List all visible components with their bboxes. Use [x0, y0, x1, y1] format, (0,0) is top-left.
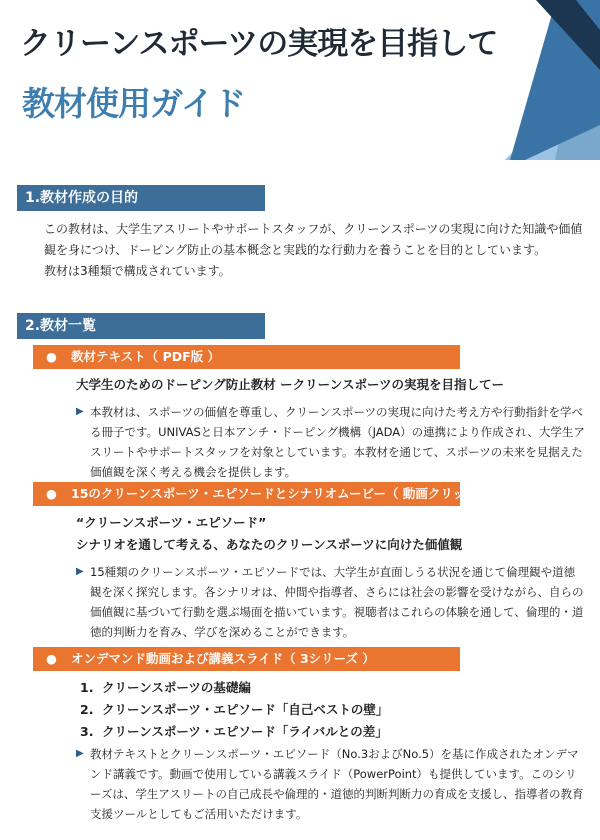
- purpose-paragraph: この教材は、大学生アスリートやサポートスタッフが、クリーンスポーツの実現に向けた知識や価値観を身につけ、ドーピング防止の基本概念と実践的な行動力を養うことを目的としています。: [44, 222, 583, 257]
- section-heading-list: 2.教材一覧: [17, 313, 265, 339]
- item-description-text: [76, 402, 586, 482]
- item-description-body: 本教材は、スポーツの価値を尊重し、クリーンスポーツの実現に向けた考え方や行動指針を学べる冊子です。UNIVASと日本アンチ・ドーピング機構（JADA）の連携により作成され、大学生アスリートやサポートスタッフを対象としています。本教材を通じて、スポーツの未来を見据えた価値観を深く考える機会を提供します。: [90, 405, 585, 479]
- item-description-body: 教材テキストとクリーンスポーツ・エピソード（No.3およびNo.5）を基に作成されたオンデマンド講義です。動画で使用している講義スライド（PowerPoint）も提供しています。このシリーズは、学生アスリートの自己成長や倫理的・道徳的判断判断力の育成を支援し、指導者の教育支援ツールとしてもご活用いただけます。: [90, 747, 584, 821]
- page-subtitle: 教材使用ガイド: [22, 84, 246, 123]
- item-description-ondemand: [76, 744, 586, 824]
- item-title-movie-1: “クリーンスポーツ・エピソード”: [76, 515, 267, 530]
- item-label-movie: 15のクリーンスポーツ・エピソードとシナリオムービー（ 動画クリップ ）: [71, 486, 495, 501]
- item-description-body: 15種類のクリーンスポーツ・エピソードでは、大学生が直面しうる状況を通じて倫理観や道徳観を深く探究します。各シナリオは、仲間や指導者、さらには社会の影響を受けながら、自らの価値観に基づいて行動を選ぶ場面を描いています。視聴者はこれらの体験を通して、倫理的・道徳的判断力を育み、学びを深めることができます。: [90, 565, 584, 639]
- series-item: 3. クリーンスポーツ・エピソード「ライバルとの差」: [80, 724, 388, 739]
- section-heading-purpose: 1.教材作成の目的: [17, 185, 265, 211]
- bullet-icon: ●: [46, 651, 57, 666]
- series-list: [80, 677, 388, 743]
- purpose-text: [44, 219, 584, 282]
- item-label-ondemand: オンデマンド動画および講義スライド（ 3シリーズ ）: [71, 651, 375, 666]
- series-item: 2. クリーンスポーツ・エピソード「自己ベストの壁」: [80, 702, 389, 717]
- item-title-movie-2: シナリオを通して考える、あなたのクリーンスポーツに向けた価値観: [76, 537, 463, 552]
- composition-note: 教材は3種類で構成されています。: [44, 264, 231, 278]
- item-bar-ondemand: [33, 647, 460, 671]
- item-description-movie: [76, 562, 586, 642]
- item-bar-movie: [33, 482, 495, 506]
- triangle-right-icon: ▶: [76, 566, 84, 577]
- series-item: 1. クリーンスポーツの基礎編: [80, 680, 251, 695]
- item-bar-text: [33, 345, 460, 369]
- bullet-icon: ●: [46, 486, 57, 501]
- item-label-text: 教材テキスト（ PDF版 ）: [71, 349, 221, 364]
- page-title: クリーンスポーツの実現を目指して: [20, 26, 498, 62]
- bullet-icon: ●: [46, 349, 57, 364]
- item-title-text: 大学生のためのドーピング防止教材 ークリーンスポーツの実現を目指してー: [76, 377, 504, 392]
- triangle-right-icon: ▶: [76, 748, 84, 759]
- triangle-right-icon: ▶: [76, 406, 84, 417]
